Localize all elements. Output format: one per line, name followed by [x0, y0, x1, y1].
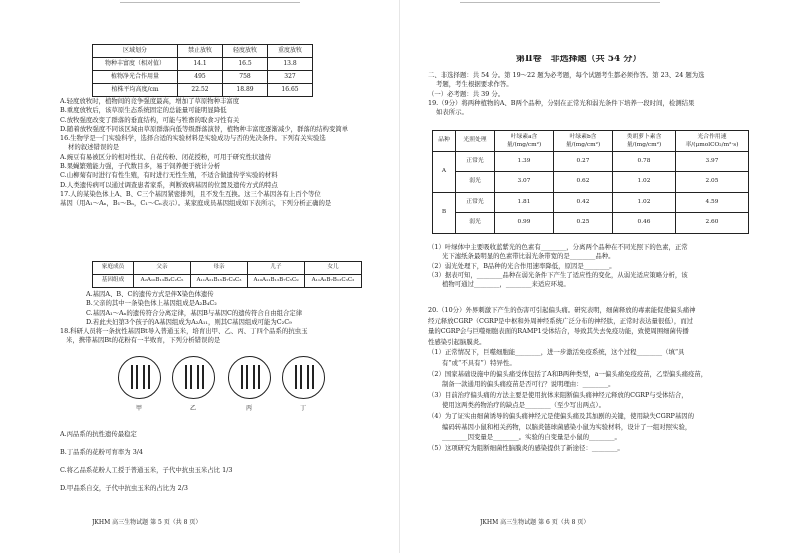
chromosome: [136, 365, 138, 389]
fraction: 1/3: [222, 466, 233, 474]
option-line: C.将乙品系花粉人工授于普通玉米，子代中抗虫玉米占比 1/3: [60, 466, 233, 474]
table-header: 家庭成员: [93, 262, 134, 275]
chromosome: [258, 365, 260, 389]
text-line: 米，携带基因Bt的花粉有一半败育，下列分析错误的是: [66, 336, 221, 345]
table-header: 女儿: [305, 262, 362, 275]
table-cell: A₁₀A₁₁B₁₃B₇C₅C₉: [248, 275, 305, 288]
chromosome: [241, 365, 243, 389]
text-line: （3）目前治疗偏头痛的方法主要是使用抗体来阻断偏头痛神经元释放的CGRP与受体结合，: [428, 390, 688, 399]
option-line: B.父亲的其中一条染色体上基因组成是A₂B₄C₂: [86, 299, 217, 308]
table-header: 儿子: [248, 262, 305, 275]
text-line: 材的叙述错误的是: [68, 143, 120, 152]
text-line: 基因（用A₁～Aₙ，B₁～Bₙ，C₁～Cₙ表示）。某家庭成员基因组成如下表所示，下列分析正确的是: [60, 199, 332, 208]
cell-diagram-yi: [172, 356, 215, 399]
q15-16-block: [60, 97, 390, 209]
table-header: 轻度放牧: [223, 45, 268, 58]
photosynthesis-table: [432, 130, 749, 234]
diagram-label: 乙: [190, 405, 197, 412]
table-cell: 1.81: [495, 192, 554, 213]
table-cell: 16.65: [268, 84, 313, 97]
text-line: （2）国家基础设施中的偏头痛受体包括了A和B两种类型，a一偏头痛免疫疫苗，乙型偏头痛疫苗，: [428, 369, 708, 378]
family-gene-table: [92, 261, 362, 288]
table-cell: 13.8: [268, 58, 313, 71]
diagram-label: 丁: [300, 405, 307, 412]
section-title: 第Ⅱ卷 非选择题（共 54 分）: [516, 55, 642, 64]
option-line: A.基因A、B、C的遗传方式是伴X染色体遗传: [86, 290, 214, 298]
option-line: D.若此夫妇第3个孩子的A基因组成为A₂A₁₁，则其C基因组成可能为C₂C₉: [86, 317, 292, 326]
table-cell: 3.07: [495, 172, 554, 193]
chromosome: [300, 365, 302, 389]
table-cell: 18.89: [223, 84, 268, 97]
table-cell: 495: [178, 71, 223, 84]
chromosome: [312, 365, 314, 389]
table-header: 区域划分: [93, 45, 178, 58]
right-page: [400, 0, 800, 553]
option-line: B.丁品系的花粉可育率为 3/4: [60, 448, 143, 456]
table-cell: 327: [268, 71, 313, 84]
chromosome: [307, 365, 309, 389]
cell-diagram-bing: [228, 356, 271, 399]
text-line: 18.科研人员将一条抗性基因Bt导入普通玉米，培育出甲、乙、丙、丁四个品系的抗虫玉: [60, 327, 308, 336]
text-line: 有”或“不具有”）特异性。: [442, 358, 516, 367]
text-line: D.人类遗传病可以通过调查患者家系，判断致病基因的位置及遗传方式的特点: [60, 180, 278, 189]
text-line: 19.（9分）将两种植物的A、B两个品种，分别在正常光和弱光条件下培养一段时间，检测结果: [428, 98, 695, 107]
text-line: D.随着放牧强度不同该区域由草原群落向低等级群落演替，植物种丰富度逐渐减少，群落的结构变简单: [60, 124, 349, 133]
q20-block: [428, 305, 793, 453]
text-line: （5）这项研究为阻断细菌性脑膜炎的感染提供了新途径：________。: [428, 443, 624, 452]
text-line: 17.人的某染色体上A、B、C三个基因紧密排列，且不发生互换。这三个基因各有上百个等位: [60, 189, 321, 198]
chromosome: [131, 365, 133, 389]
table-cell: 0.46: [613, 213, 676, 234]
table-cell: 正常光: [456, 151, 495, 172]
text-line: （3）据表可知，________品种在弱光条件下产生了适应性的变化，从弱光适应策略分析，该: [428, 270, 688, 279]
text-line: B.重度放牧后，该草原生态系统固定的总能量可能明显降低: [60, 106, 227, 115]
q17-options: [60, 290, 386, 346]
text-line: （1）叶绿体中主要吸收蓝紫光的色素有________，分离两个品种在不同光照下的色素，正常: [428, 243, 688, 251]
text-line: 编码转基因小鼠和相关药物，以脑炎链球菌感染小鼠为实验材料，设计了一组对照实验，: [442, 422, 692, 431]
text-line: （1）正常情况下，巨噬细胞能________，进一步激活免疫系统，这个过程________（填“具: [428, 348, 685, 357]
text-line: 考题，考生根据要求作答。: [436, 80, 513, 89]
table-cell: 正常光: [456, 192, 495, 213]
page-footer: JKHM 高三生物试题 第 5 页（共 8 页）: [92, 518, 202, 526]
table-cell: A₂A₁₀B₁₃B₄C₂C₅: [134, 275, 191, 288]
table-header: 叶绿素a含量/(mg/cm²): [495, 131, 554, 152]
table-cell: A₁₁A₂₁B₁₅B₇C₉C₃: [191, 275, 248, 288]
chromosome: [148, 365, 150, 389]
text-line: 制备一款通用的偏头痛疫苗是否可行？说明理由：________。: [442, 380, 615, 389]
table-cell: 0.25: [554, 213, 613, 234]
option-line: C.基因A₁～Aₙ的遗传符合分离定律，基因B与基因C的遗传符合自由组合定律: [86, 308, 303, 317]
text-line: B.果蝇繁殖能力强，子代数目多，易于饲养便于统计分析: [60, 162, 221, 171]
chromosome: [197, 365, 199, 389]
table-cell: 弱光: [456, 172, 495, 193]
option-line: D.甲品系自交，子代中抗虫玉米的占比为 2/3: [60, 484, 188, 492]
text-line: A.豌豆有易被区分的相对性状、自花传粉、闭花授粉，可用于研究性状遗传: [60, 152, 272, 161]
chromosome: [246, 365, 248, 389]
diagram-label: 甲: [136, 405, 143, 412]
table-cell: 基因组成: [93, 275, 134, 288]
text-line: 光下滤纸条最明显的色素带比弱光条带宽的是________品种。: [442, 252, 615, 261]
table-cell: 0.27: [554, 151, 613, 172]
table-header: 类胡萝卜素含量/(mg/cm²): [613, 131, 676, 152]
chromosome: [253, 365, 255, 389]
text-line: 性感染引起脑膜炎。: [428, 337, 486, 346]
chromosome: [202, 365, 204, 389]
table-cell: 16.5: [223, 58, 268, 71]
table-cell: 758: [223, 71, 268, 84]
table-cell: B: [433, 192, 456, 233]
text-line: 20.（10分）外界刺激下产生的伤害可引起偏头痛。研究表明，细菌释放的毒素能促使偏头痛神: [428, 306, 696, 314]
table-cell: 植物净光合作用量: [93, 71, 178, 84]
text-line: 如表所示。: [436, 108, 468, 117]
table-cell: 22.52: [178, 84, 223, 97]
q19-block: [428, 243, 793, 289]
table-cell: 弱光: [456, 213, 495, 234]
table-cell: 植株平均高度/cm: [93, 84, 178, 97]
table-cell: 0.42: [554, 192, 613, 213]
table-cell: 0.78: [613, 151, 676, 172]
table-cell: 1.39: [495, 151, 554, 172]
table-header: 父亲: [134, 262, 191, 275]
text-line: 经元释放CGRP（CGRP是中枢和外周神经系统广泛分布的神经肽，正常时表达量很低），而过: [428, 316, 694, 325]
table-cell: 0.99: [495, 213, 554, 234]
table-header: 品种: [433, 131, 456, 152]
chromosome: [190, 365, 192, 389]
table-header: 光照处理: [456, 131, 495, 152]
table-cell: 2.60: [676, 213, 749, 234]
page-footer: JKHM 高三生物试题 第 6 页（共 8 页）: [480, 518, 590, 526]
option-line: A.丙品系的抗性遗传最稳定: [60, 430, 137, 438]
grazing-table: [92, 44, 313, 97]
table-cell: 0.62: [554, 172, 613, 193]
text-line: A.轻度放牧时，植物间的竞争强度最高，增加了草原物种丰富度: [60, 97, 240, 105]
table-header: 禁止放牧: [178, 45, 223, 58]
fraction: 2/3: [177, 484, 188, 492]
text-line: （2）弱光处理下，B品种的光合作用速率降低，原因是________。: [428, 261, 616, 270]
table-cell: A₁₁A₂B₇B₁₃C₃C₂: [305, 275, 362, 288]
text-line: ________因变量是________。实验的自变量是小鼠的________。: [442, 433, 621, 442]
text-line: 使用这两类药物治疗的缺点是________（至少写出两点）。: [442, 401, 605, 410]
cell-diagram-ding: [282, 356, 325, 399]
cell-diagram-jia: [118, 356, 161, 399]
text-line: 二、非选择题：共 54 分。第 19～22 题为必考题，每个试题考生都必须作答。第 23、24 题为选: [428, 71, 705, 79]
text-line: （4）为了证实由细菌诱导的偏头痛神经元是使偏头痛及其加剧的关键，使用缺失CGRP基因的: [428, 411, 695, 420]
table-cell: 3.97: [676, 151, 749, 172]
text-line: C.放牧强度改变了群落的垂直结构，可能与牲畜的取食习性有关: [60, 115, 240, 124]
scan-mark: [120, 2, 300, 3]
table-cell: 物种丰富度（相对值）: [93, 58, 178, 71]
table-cell: 1.02: [613, 192, 676, 213]
table-header: 叶绿素b含量/(mg/cm²): [554, 131, 613, 152]
chromosome: [143, 365, 145, 389]
table-cell: 2.05: [676, 172, 749, 193]
text-line: C.山柳菊有时进行有性生殖，有时进行无性生殖，不适合做遗传学实验的材料: [60, 171, 278, 180]
table-header: 母亲: [191, 262, 248, 275]
text-line: 16.生物学是一门实验科学，选择合适的实验材料是实验成功与否的先决条件。下列有关实验选: [60, 134, 326, 143]
intro-block: [428, 71, 793, 117]
fraction: 3/4: [132, 448, 143, 456]
diagram-label: 丙: [246, 405, 253, 412]
chromosome: [295, 365, 297, 389]
text-line: （一）必考题：共 39 分。: [428, 89, 505, 98]
q18-options: [60, 425, 380, 497]
text-line: 植物可通过________，________来适应环境。: [442, 280, 570, 289]
table-header: 重度放牧: [268, 45, 313, 58]
table-header: 光合作用速率/(μmolCO₂/m²·s): [676, 131, 749, 152]
table-cell: A: [433, 151, 456, 192]
table-cell: 1.02: [613, 172, 676, 193]
chromosome: [185, 365, 187, 389]
table-cell: 14.1: [178, 58, 223, 71]
scan-mark: [460, 2, 660, 3]
table-cell: 4.59: [676, 192, 749, 213]
text-line: 量的CGRP会与巨噬细胞表面的RAMP1受体结合，导致其失去免疫功能，致使周围细菌传播: [428, 327, 689, 336]
